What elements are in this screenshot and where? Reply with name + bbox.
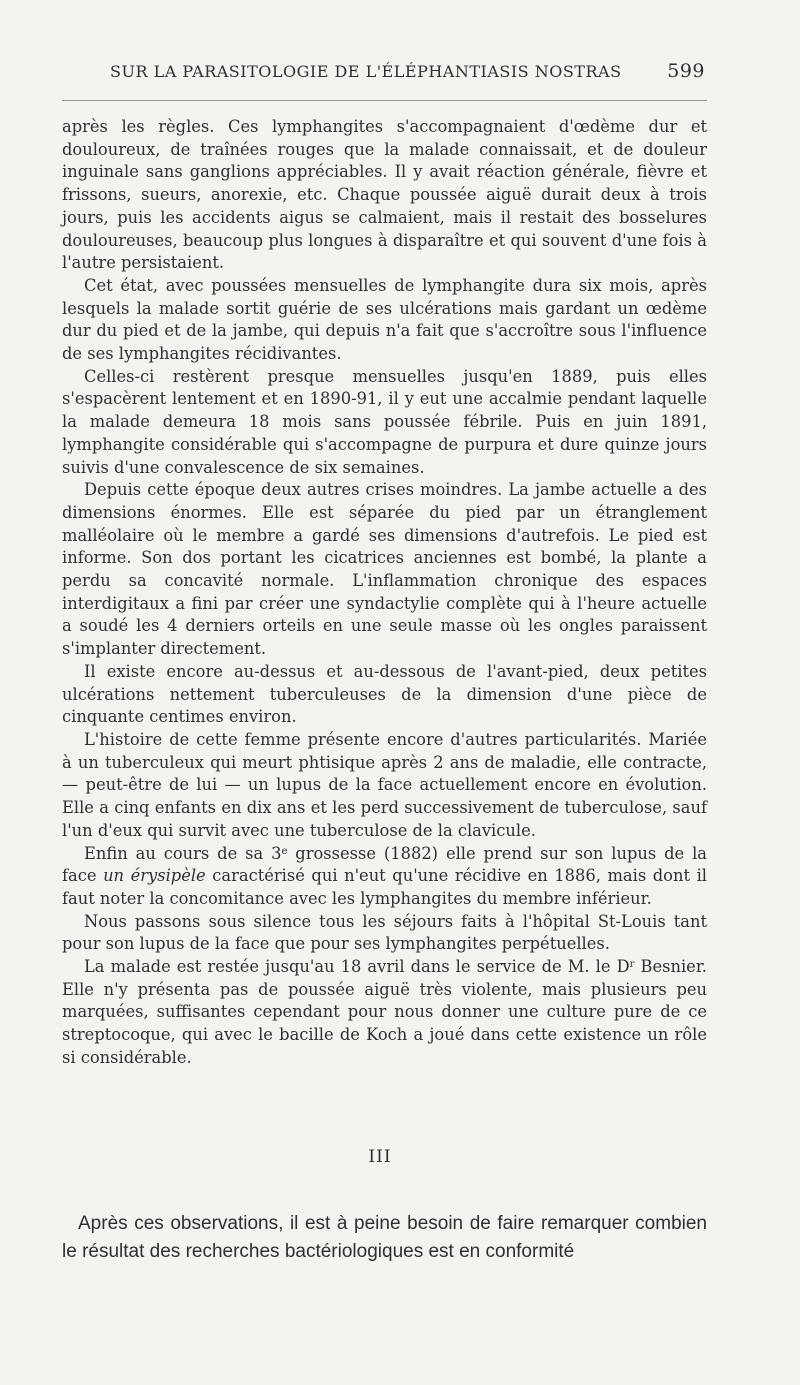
text-run: La malade est restée jusqu'au 18 avril dans le service de M. le D	[84, 957, 630, 977]
paragraph: Cet état, avec poussées mensuelles de lymphangite dura six mois, après lesquels la malade sortit guérie de ses ulcérations mais gardant un œdème dur du pied et de la jambe, qui depuis n'a fait que s'accroître sous l'influence de ses lymphangites récidivantes.	[62, 275, 707, 364]
text-run: Besnier. Elle n'y présenta pas de poussée aiguë très violente, mais plusieurs peu marquées, suffisantes cependant pour nous donner une culture pure de ce streptocoque, qui avec le bacille de Koch a joué dans cette existence un rôle si considérable.	[62, 957, 707, 1067]
header-rule	[62, 100, 707, 101]
paragraph: Celles-ci restèrent presque mensuelles jusqu'en 1889, puis elles s'espacèrent lentement et en 1890-91, il y eut une accalmie pendant laquelle la malade demeura 18 mois sans poussée fébrile. Puis en juin 1891, lymphangite considérable qui s'accompagne de purpura et dure quinze jours suivis d'une convalescence de six semaines.	[62, 366, 707, 477]
paragraph	[62, 956, 707, 1070]
paragraph: L'histoire de cette femme présente encore d'autres particularités. Mariée à un tuberculeux qui meurt phtisique après 2 ans de maladie, elle contracte, — peut-être de lui — un lupus de la face actuellement encore en évolution. Elle a cinq enfants en dix ans et les perd successivement de tuberculose, sauf l'un d'eux qui survit avec une tuberculose de la clavicule.	[62, 729, 707, 840]
paragraph: Depuis cette époque deux autres crises moindres. La jambe actuelle a des dimensions énormes. Elle est séparée du pied par un étranglement malléolaire où le membre a gardé ses dimensions d'autrefois. Le pied est informe. Son dos portant les cicatrices anciennes est bombé, la plante a perdu sa concavité normale. L'inflammation chronique des espaces interdigitaux a fini par créer une syndactylie complète qui à l'heure actuelle a soudé les 4 derniers orteils en une seule masse où les ongles paraissent s'implanter directement.	[62, 480, 707, 659]
section-text	[62, 1210, 707, 1266]
paragraph	[62, 843, 707, 911]
page-number: 599	[667, 60, 705, 82]
text-run: grossesse (1882) elle prend sur son lupus de la face	[62, 843, 708, 886]
paragraph: Nous passons sous silence tous les séjours faits à l'hôpital St-Louis tant pour son lupus de la face que pour ses lymphangites perpétuelles.	[62, 911, 707, 954]
text-run: caractérisé qui n'eut qu'une récidive en 1886, mais dont il faut noter la concomitance avec les lymphangites du membre inférieur.	[62, 866, 707, 908]
superscript: r	[629, 959, 635, 971]
superscript: e	[281, 845, 288, 857]
section-number: III	[368, 1147, 392, 1167]
paragraph: Il existe encore au-dessus et au-dessous de l'avant-pied, deux petites ulcérations nettement tuberculeuses de la dimension d'une pièce de cinquante centimes environ.	[62, 661, 707, 727]
text-run: Enfin au cours de sa 3	[84, 843, 282, 863]
italic-term: un érysipèle	[103, 866, 206, 886]
paragraph: après les règles. Ces lymphangites s'accompagnaient d'œdème dur et douloureux, de traînées rouges que la malade connaissait, et de douleur inguinale sans ganglions appréciables. Il y avait réaction générale, fièvre et frissons, sueurs, anorexie, etc. Chaque poussée aiguë durait deux à trois jours, puis les accidents aigus se calmaient, mais il restait des bosselures douloureuses, beaucoup plus longues à disparaître et qui souvent d'une fois à l'autre persistaient.	[62, 117, 707, 273]
running-title: SUR LA PARASITOLOGIE DE L'ÉLÉPHANTIASIS NOSTRAS	[110, 62, 622, 81]
running-header	[110, 62, 705, 90]
body-text	[62, 116, 707, 1070]
paragraph: Après ces observations, il est à peine besoin de faire remarquer combien le résultat des recherches bactériologiques est en conformité	[62, 1213, 707, 1262]
